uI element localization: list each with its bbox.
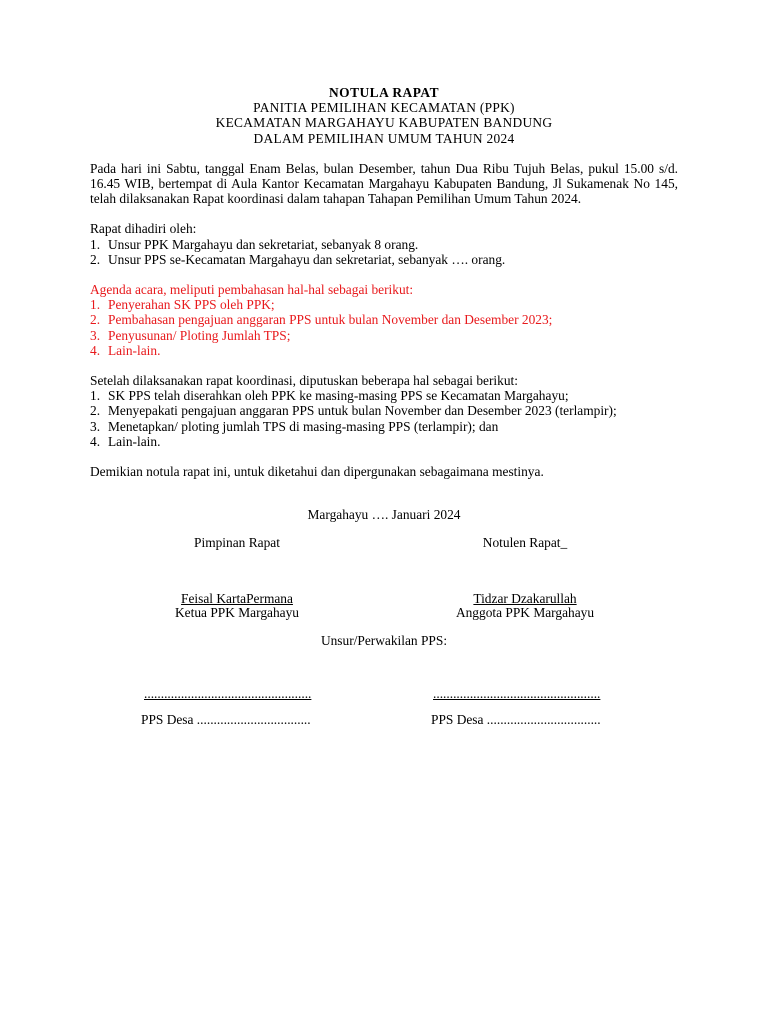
list-number: 1. [90,388,101,404]
list-item [90,434,678,449]
list-item [90,297,678,312]
list-item [90,388,678,403]
list-text: Lain-lain. [108,342,161,358]
closing-paragraph: Demikian notula rapat ini, untuk diketahui dan dipergunakan sebagaimana mestinya. [90,464,544,480]
agenda-heading: Agenda acara, meliputi pembahasan hal-hal sebagai berikut: [90,282,414,298]
agenda-section [90,282,678,358]
list-number: 2. [90,312,101,328]
header-line-1: PANITIA PEMILIHAN KECAMATAN (PPK) [253,100,515,116]
list-text: SK PPS telah diserahkan oleh PPK ke masing-masing PPS se Kecamatan Margahayu; [108,388,569,404]
list-number: 1. [90,297,101,313]
right-signatory-title: Anggota PPK Margahayu [455,605,595,620]
header-line-3: DALAM PEMILIHAN UMUM TAHUN 2024 [253,130,515,146]
left-signatory-title: Ketua PPK Margahayu [175,605,299,620]
list-number: 1. [90,236,101,252]
list-item [90,252,678,267]
attendance-heading: Rapat dihadiri oleh: [90,221,197,237]
left-signatory-role: Pimpinan Rapat [194,535,280,550]
attendance-section [90,221,678,267]
document-title: NOTULA RAPAT [328,85,440,100]
list-number: 3. [90,327,101,343]
right-signature-line: .................................................. [433,686,601,701]
left-signatory-name [87,591,387,606]
right-name-text: Tidzar Dzakarullah [473,591,577,606]
list-text: Menetapkan/ ploting jumlah TPS di masing-masing PPS (terlampir); dan [108,418,499,434]
left-pps-desa: PPS Desa .................................. [141,712,311,727]
right-signatory-name [375,591,675,606]
list-number: 4. [90,433,101,449]
list-item [90,343,678,358]
right-signatory-role: Notulen Rapat_ [482,535,568,550]
list-item [90,312,678,327]
list-text: Unsur PPS se-Kecamatan Margahayu dan sekretariat, sebanyak …. orang. [108,251,506,267]
list-text: Penyusunan/ Ploting Jumlah TPS; [108,327,291,343]
list-text: Penyerahan SK PPS oleh PPK; [108,297,275,313]
left-name-text: Feisal KartaPermana [181,591,293,606]
list-item [90,237,678,252]
right-pps-desa: PPS Desa .................................. [431,712,601,727]
decisions-section [90,373,678,449]
list-text: Lain-lain. [108,433,161,449]
list-text: Pembahasan pengajuan anggaran PPS untuk bulan November dan Desember 2023; [108,312,553,328]
pps-label: Unsur/Perwakilan PPS: [320,633,448,648]
left-signature-line: .................................................. [144,686,312,701]
agenda-list [90,297,678,358]
list-number: 3. [90,418,101,434]
list-number: 2. [90,403,101,419]
list-number: 4. [90,342,101,358]
list-item [90,419,678,434]
list-number: 2. [90,251,101,267]
opening-paragraph: Pada hari ini Sabtu, tanggal Enam Belas, bulan Desember, tahun Dua Ribu Tujuh Belas, pukul 15.00 s/d. 16.45 WIB, bertempat di Aula Kantor Kecamatan Margahayu Kabupaten Bandung, Jl Sukamenak No 145, telah dilaksanakan Rapat koordinasi dalam tahapan Tahapan Pemilihan Umum Tahun 2024. [90,160,678,207]
header-line-2: KECAMATAN MARGAHAYU KABUPATEN BANDUNG [215,115,553,131]
decisions-heading: Setelah dilaksanakan rapat koordinasi, diputuskan beberapa hal sebagai berikut: [90,373,518,389]
decisions-list [90,388,678,449]
document-page [90,85,678,727]
attendance-list [90,237,678,267]
list-item [90,403,678,418]
list-text: Menyepakati pengajuan anggaran PPS untuk bulan November dan Desember 2023 (terlampir); [108,403,617,419]
list-text: Unsur PPK Margahayu dan sekretariat, sebanyak 8 orang. [108,236,419,252]
list-item [90,328,678,343]
place-date: Margahayu …. Januari 2024 [307,507,461,522]
